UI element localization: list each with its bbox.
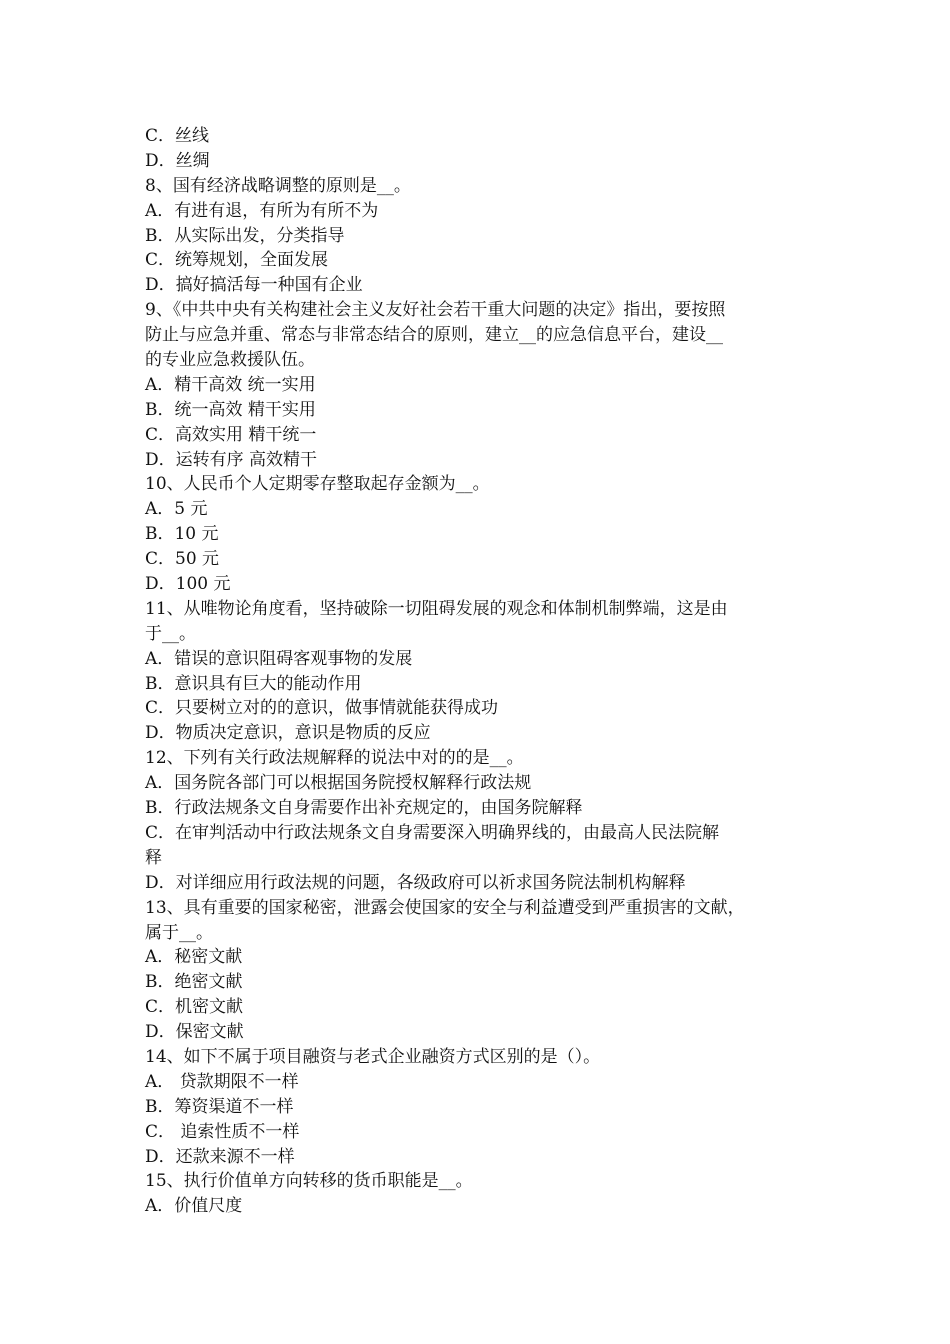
question-line: 的专业应急救援队伍。 <box>145 350 315 371</box>
option-line: C．机密文献 <box>145 997 244 1018</box>
option-line: D．运转有序 高效精干 <box>145 449 318 470</box>
option-line: D．搞好搞活每一种国有企业 <box>145 275 363 296</box>
option-line: B．统一高效 精干实用 <box>145 399 316 420</box>
option-line: A．价值尺度 <box>145 1196 243 1217</box>
option-line: A．5 元 <box>145 499 208 520</box>
question-line: 11、从唯物论角度看，坚持破除一切阻碍发展的观念和体制机制弊端，这是由 <box>145 598 728 619</box>
option-line: C．在审判活动中行政法规条文自身需要深入明确界线的，由最高人民法院解 <box>145 822 720 843</box>
option-line: B．10 元 <box>145 524 219 545</box>
question-line: 15、执行价值单方向转移的货币职能是__。 <box>145 1171 473 1192</box>
option-line: 释 <box>145 847 162 868</box>
document-body <box>145 124 825 1219</box>
option-line: B．筹资渠道不一样 <box>145 1096 294 1117</box>
question-line: 8、国有经济战略调整的原则是__。 <box>145 175 411 196</box>
question-line: 属于__。 <box>145 922 213 943</box>
option-line: A．有进有退，有所为有所不为 <box>145 200 379 221</box>
option-line: A． 贷款期限不一样 <box>145 1071 299 1092</box>
option-line: C．统筹规划，全面发展 <box>145 250 329 271</box>
option-line: D．保密文献 <box>145 1022 244 1043</box>
option-line: C．只要树立对的的意识，做事情就能获得成功 <box>145 698 499 719</box>
option-line: B．绝密文献 <box>145 972 243 993</box>
option-line: D．丝绸 <box>145 150 210 171</box>
option-line: A．错误的意识阻碍客观事物的发展 <box>145 648 413 669</box>
option-line: A．国务院各部门可以根据国务院授权解释行政法规 <box>145 773 532 794</box>
option-line: C．50 元 <box>145 549 220 570</box>
option-line: D．对详细应用行政法规的问题，各级政府可以祈求国务院法制机构解释 <box>145 872 686 893</box>
option-line: A．精干高效 统一实用 <box>145 374 316 395</box>
question-line: 9、《中共中央有关构建社会主义友好社会若干重大问题的决定》指出，要按照 <box>145 300 726 321</box>
question-line: 于__。 <box>145 623 196 644</box>
option-line: C． 追索性质不一样 <box>145 1121 300 1142</box>
option-line: D．还款来源不一样 <box>145 1146 295 1167</box>
option-line: C．高效实用 精干统一 <box>145 424 317 445</box>
option-line: B．从实际出发，分类指导 <box>145 225 345 246</box>
question-line: 12、下列有关行政法规解释的说法中对的的是__。 <box>145 748 524 769</box>
question-line: 13、具有重要的国家秘密，泄露会使国家的安全与利益遭受到严重损害的文献， <box>145 897 745 918</box>
question-line: 10、人民币个人定期零存整取起存金额为__。 <box>145 474 490 495</box>
option-line: B．意识具有巨大的能动作用 <box>145 673 362 694</box>
question-line: 防止与应急并重、常态与非常态结合的原则，建立__的应急信息平台，建设__ <box>145 325 723 346</box>
option-line: D．100 元 <box>145 574 231 595</box>
option-line: A．秘密文献 <box>145 947 243 968</box>
question-line: 14、如下不属于项目融资与老式企业融资方式区别的是（）。 <box>145 1046 601 1067</box>
option-line: C．丝线 <box>145 126 210 146</box>
option-line: D．物质决定意识，意识是物质的反应 <box>145 723 431 744</box>
option-line: B．行政法规条文自身需要作出补充规定的，由国务院解释 <box>145 798 583 819</box>
